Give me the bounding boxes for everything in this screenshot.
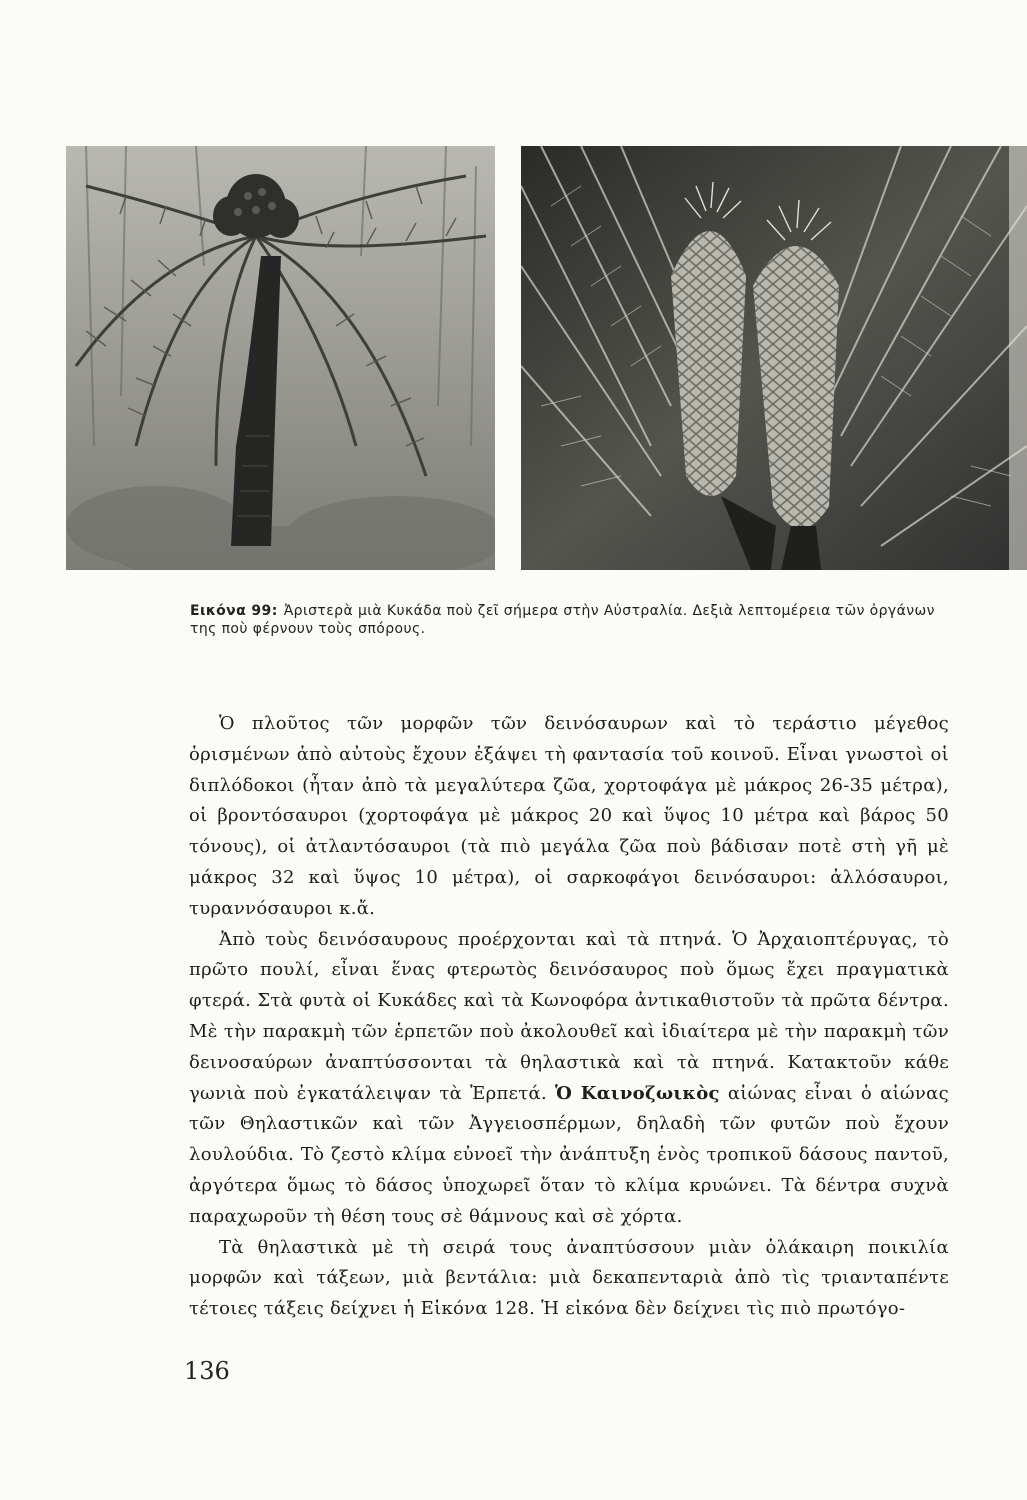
figure-caption-text: Ἀριστερὰ μιὰ Κυκάδα ποὺ ζεῖ σήμερα στὴν Αὐστραλία. Δεξιὰ λεπτομέρεια τῶν ὀργάνων της ποὺ φέρνουν τοὺς σπόρους. [190, 603, 935, 637]
figure-label: Εικόνα 99: [190, 603, 278, 619]
body-text [189, 709, 949, 1325]
page-number: 136 [184, 1357, 230, 1385]
figure-caption [190, 603, 960, 639]
paragraph-1: Ὁ πλοῦτος τῶν μορφῶν τῶν δεινόσαυρων καὶ τὸ τεράστιο μέγεθος ὁρισμένων ἀπὸ αὐτοὺς ἔχουν ἐξάψει τὴ φαντασία τοῦ κοινοῦ. Εἶναι γνωστοὶ οἱ διπλόδοκοι (ἦταν ἀπὸ τὰ μεγαλύτερα ζῶα, χορτοφάγα μὲ μάκρος 26-35 μέτρα), οἱ βροντόσαυροι (χορτοφάγα μὲ μάκρος 20 καὶ ὕψος 10 μέτρα καὶ βάρος 50 τόνους), οἱ ἀτλαντόσαυροι (τὰ πιὸ μεγάλα ζῶα ποὺ βάδισαν ποτὲ στὴ γῆ μὲ μάκρος 32 καὶ ὕψος 10 μέτρα), οἱ σαρκοφάγοι δεινόσαυροι: ἀλλόσαυροι, τυραννόσαυροι κ.ἄ. [189, 713, 949, 919]
paragraph-2-bold-term: Ὁ Καινοζωικὸς [555, 1082, 720, 1104]
paragraph-2-part-b: αἰώνας εἶναι ὁ αἰώνας τῶν Θηλαστικῶν καὶ τῶν Ἀγγειοσπέρμων, δηλαδὴ τῶν φυτῶν ποὺ ἔχουν λουλούδια. Τὸ ζεστὸ κλίμα εὐνοεῖ τὴν ἀνάπτυξη ἑνὸς τροπικοῦ δάσους παντοῦ, ἀργότερα ὅμως τὸ δάσος ὑποχωρεῖ ὅταν τὸ κλίμα κρυώνει. Τὰ δέντρα συχνὰ παραχωροῦν τὴ θέση τους σὲ θάμνους καὶ σὲ χόρτα. [189, 1082, 949, 1227]
cones-illustration [521, 146, 1027, 570]
cycad-photo [66, 146, 495, 570]
paragraph-2 [189, 925, 949, 1233]
cycad-illustration [66, 146, 495, 570]
cycad-cones-photo [521, 146, 1027, 570]
paragraph-3: Τὰ θηλαστικὰ μὲ τὴ σειρά τους ἀναπτύσσουν μιὰν ὁλάκαιρη ποικιλία μορφῶν καὶ τάξεων, μιὰ βεντάλια: μιὰ δεκαπενταριὰ ἀπὸ τὶς τριανταπέντε τέτοιες τάξεις δείχνει ἡ Εἰκόνα 128. Ἡ εἰκόνα δὲν δείχνει τὶς πιὸ πρωτόγο- [189, 1236, 949, 1320]
paragraph-2-part-a: Ἀπὸ τοὺς δεινόσαυρους προέρχονται καὶ τὰ πτηνά. Ὁ Ἀρχαιοπτέρυγας, τὸ πρῶτο πουλί, εἶναι ἕνας φτερωτὸς δεινόσαυρος ποὺ ὅμως ἔχει πραγματικὰ φτερά. Στὰ φυτὰ οἱ Κυκάδες καὶ τὰ Κωνοφόρα ἀντικαθιστοῦν τὰ πρῶτα δέντρα. Μὲ τὴν παρακμὴ τῶν ἑρπετῶν ποὺ ἀκολουθεῖ καὶ ἰδιαίτερα μὲ τὴν παρακμὴ τῶν δεινοσαύρων ἀναπτύσσονται τὰ θηλαστικὰ καὶ τὰ πτηνά. Κατακτοῦν κάθε γωνιὰ ποὺ ἐγκατάλειψαν τὰ Ἑρπετά. [189, 928, 949, 1104]
